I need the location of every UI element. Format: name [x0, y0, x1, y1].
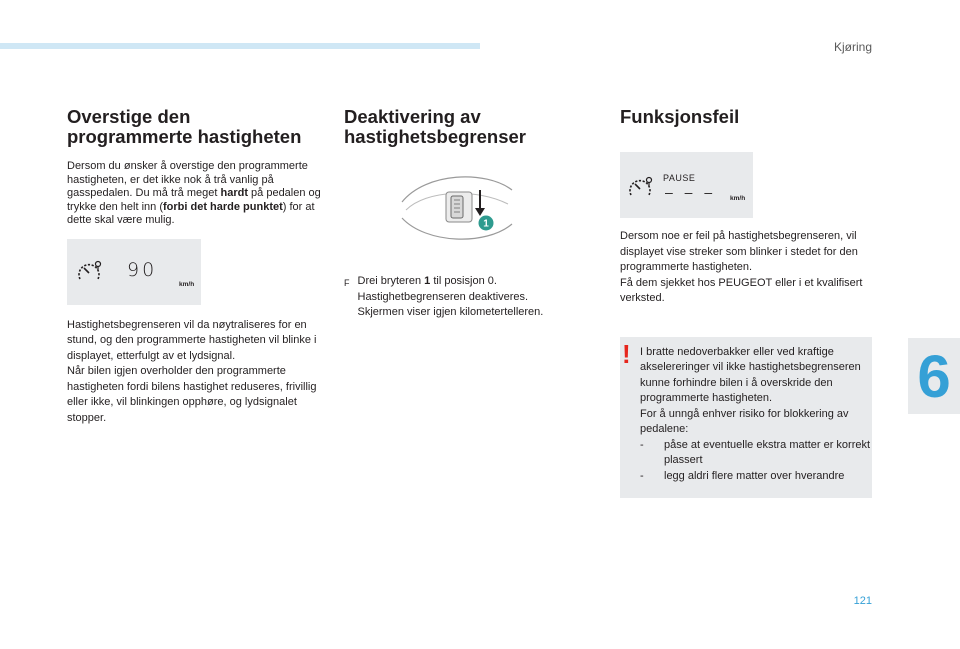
display-pause-label: PAUSE — [663, 173, 696, 183]
fault-paragraph-2: Få dem sjekket hos PEUGEOT eller i et kvalifisert verksted. — [620, 276, 863, 304]
step-text: Drei bryteren 1 til posisjon 0. Hastighetbegrenseren deaktiveres. Skjermen viser igjen kilometertelleren. — [357, 275, 544, 318]
step-bullet: F — [344, 278, 350, 288]
display-dashes: – – – — [665, 184, 717, 200]
steering-wheel-stalk-drawing — [396, 162, 514, 250]
heading-overstige: Overstige den programmerte hastigheten — [67, 106, 302, 147]
display-speed-value: 90 — [127, 258, 158, 281]
warning-list — [640, 438, 872, 485]
display-unit: km/h — [179, 280, 195, 288]
body-paragraph: Hastighetsbegrenseren vil da nøytraliseres for en stund, og den programmerte hastigheten vil blinke i displayet, etterfulgt av et lydsignal. — [67, 318, 317, 362]
warning-box — [620, 337, 872, 499]
warning-text-2: For å unngå enhver risiko for blokkering av pedalene: — [640, 407, 849, 435]
steering-switch-illustration — [396, 162, 514, 250]
list-item: - påse at eventuelle ekstra matter er korrekt plassert — [640, 438, 871, 466]
body-paragraph-2: Når bilen igjen overholder den programmerte hastigheten fordi bilens hastighet reduseres, frivillig eller ikke, vil blinkingen opphøre, og lydsignalet stopper. — [67, 365, 317, 424]
callout-1-marker — [478, 215, 494, 231]
heading-deaktivering: Deaktivering av hastighetsbegrenser — [344, 106, 526, 147]
speed-display-illustration — [67, 239, 201, 305]
section-title: Kjøring — [833, 40, 872, 54]
warning-text: I bratte nedoverbakker eller ved kraftige akselereringer vil ikke hastighetsbegrenseren kunne forhindre bilen i å overskride den programmerte hastigheten. — [640, 345, 861, 404]
column-funksjonsfeil — [620, 107, 878, 498]
pause-display-illustration — [620, 152, 753, 218]
fault-paragraph: Dersom noe er feil på hastighetsbegrenseren, vil displayet vise streker som blinker i stedet for den programmerte hastigheten. — [620, 230, 858, 273]
page-number: 121 — [853, 595, 872, 607]
instruction-step — [344, 274, 592, 321]
column-deaktivering — [344, 107, 592, 321]
column-overstige — [67, 107, 325, 426]
chapter-tab: 6 — [908, 338, 960, 414]
heading-funksjonsfeil: Funksjonsfeil — [620, 106, 740, 127]
intro-paragraph: Dersom du ønsker å overstige den programmerte hastigheten, er det ikke nok å trå vanlig på gasspedalen. Du må trå meget hardt på pedalen og trykke den helt inn (forbi det harde punktet) for at dette skal være mulig. — [67, 160, 321, 226]
display-unit: km/h — [730, 195, 746, 202]
speedometer-icon — [77, 259, 103, 283]
warning-icon: ! — [622, 338, 631, 369]
speedometer-icon — [628, 175, 654, 199]
list-item: - legg aldri flere matter over hverandre — [640, 469, 845, 482]
svg-text:1: 1 — [483, 218, 489, 230]
header-bar — [0, 43, 480, 49]
